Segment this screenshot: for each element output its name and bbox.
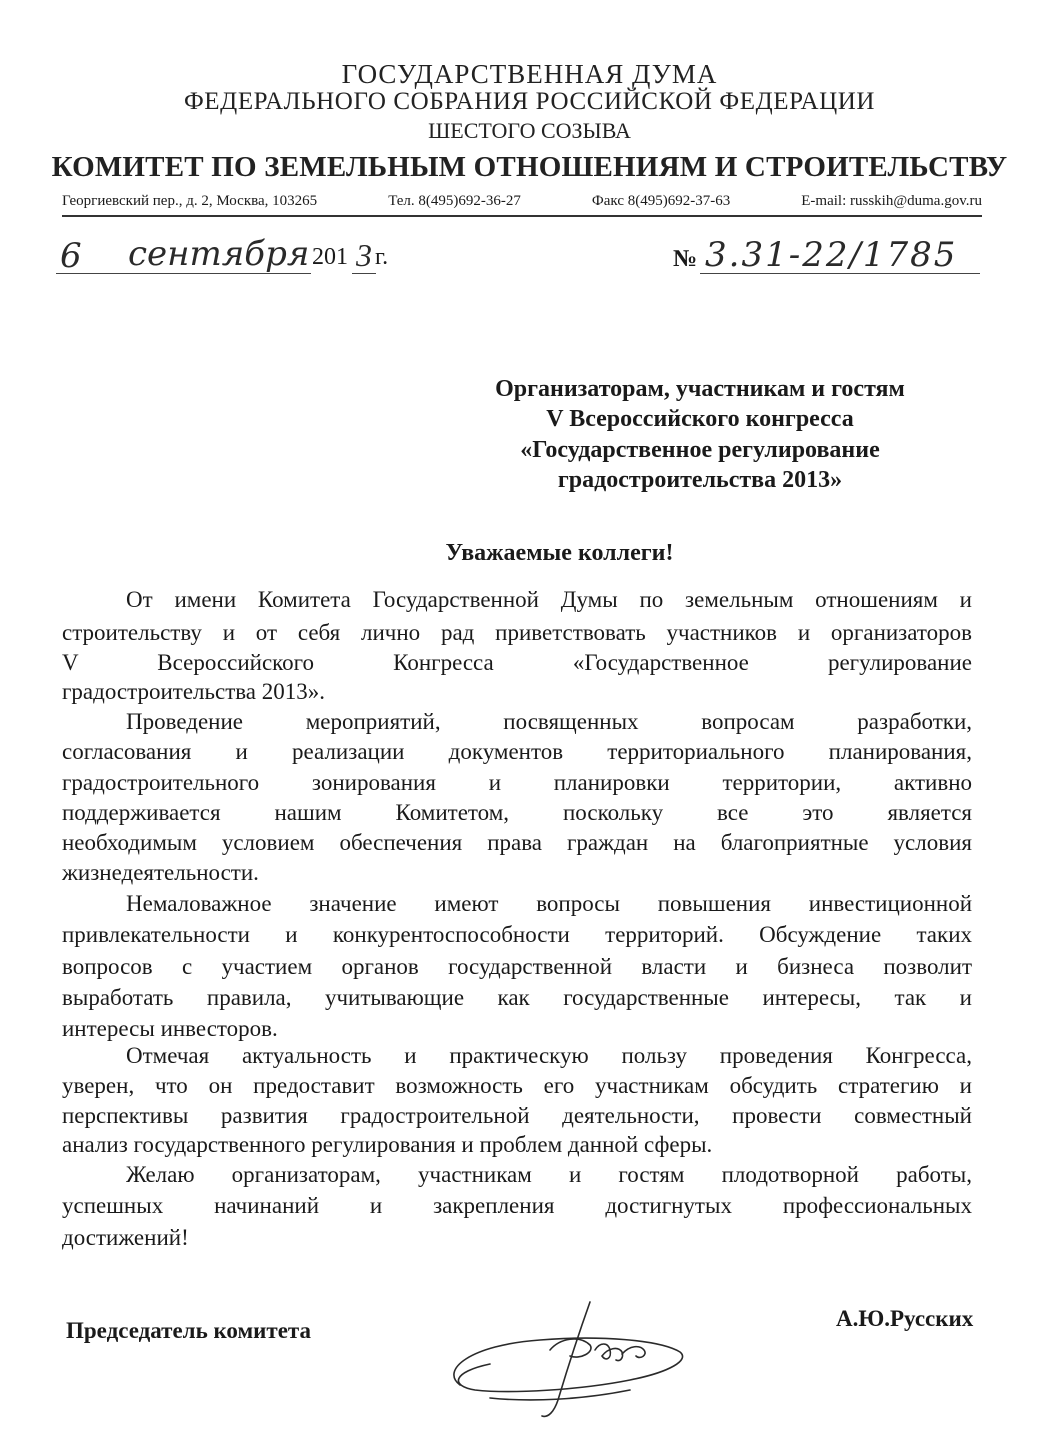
body-line: градостроительного зонирования и планировки территории, активно (62, 770, 972, 795)
body-line: градостроительства 2013». (62, 679, 326, 704)
body-line: Проведение мероприятий, посвященных вопросам разработки, (126, 709, 972, 734)
addressee-line: «Государственное регулирование (520, 437, 880, 463)
number-underline (700, 273, 980, 274)
body-line: Отмечая актуальность и практическую пользу проведения Конгресса, (126, 1043, 972, 1068)
signatory-name: А.Ю.Русских (836, 1306, 974, 1331)
body-line: необходимым условием обеспечения права граждан на благоприятные условия (62, 830, 972, 855)
addressee-line: Организаторам, участникам и гостям (495, 376, 905, 402)
body-line: успешных начинаний и закрепления достигнутых профессиональных (62, 1193, 972, 1218)
body-line: Немаловажное значение имеют вопросы повышения инвестиционной (126, 891, 972, 916)
body-line: выработать правила, учитывающие как государственные интересы, так и (62, 985, 972, 1010)
header-federal-assembly: ФЕДЕРАЛЬНОГО СОБРАНИЯ РОССИЙСКОЙ ФЕДЕРАЦИИ (183, 88, 876, 115)
document-number: 3.31-22/1785 (705, 235, 958, 275)
body-line: V Всероссийского Конгресса «Государственное регулирование (62, 650, 972, 675)
body-line: привлекательности и конкурентоспособности территорий. Обсуждение таких (62, 922, 972, 947)
body-line: От имени Комитета Государственной Думы по земельным отношениям и (126, 587, 972, 612)
body-line: вопросов с участием органов государственной власти и бизнеса позволит (62, 954, 972, 979)
body-line: согласования и реализации документов территориального планирования, (62, 739, 972, 764)
address-text: Георгиевский пер., д. 2, Москва, 103265 (62, 193, 318, 209)
body-line: перспективы развития градостроительной деятельности, провести совместный (62, 1103, 972, 1128)
body-line: анализ государственного регулирования и проблем данной сферы. (62, 1132, 713, 1157)
header-rule (62, 215, 982, 217)
body-line: строительству и от себя лично рад приветствовать участников и организаторов (62, 620, 972, 645)
date-year-prefix: 201 (312, 244, 348, 270)
addressee-line: градостроительства 2013» (557, 467, 843, 493)
body-line: Желаю организаторам, участникам и гостям плодотворной работы, (126, 1162, 972, 1187)
date-year-suffix: 3 (356, 237, 372, 273)
header-convocation: ШЕСТОГО СОЗЫВА (428, 118, 631, 143)
date-month: сентября (128, 234, 310, 274)
phone-text: Тел. 8(495)692-36-27 (388, 193, 521, 209)
body-line: достижений! (62, 1225, 189, 1250)
body-line: интересы инвесторов. (62, 1016, 278, 1041)
salutation: Уважаемые коллеги! (445, 540, 674, 566)
date-underline (56, 273, 311, 274)
number-sign: № (673, 246, 698, 272)
email-text: E-mail: russkih@duma.gov.ru (801, 193, 982, 209)
handwritten-signature-icon (430, 1290, 700, 1430)
date-day: 6 (60, 236, 82, 276)
body-line: жизнедеятельности. (62, 860, 259, 885)
addressee-line: V Всероссийского конгресса (546, 406, 854, 432)
year-underline (352, 273, 376, 274)
fax-text: Факс 8(495)692-37-63 (591, 193, 731, 209)
contact-line (62, 193, 982, 210)
header-committee: КОМИТЕТ ПО ЗЕМЕЛЬНЫМ ОТНОШЕНИЯМ И СТРОИТЕЛЬСТВУ (51, 151, 1008, 183)
date-year-abbrev: г. (375, 244, 389, 270)
body-line: поддерживается нашим Комитетом, поскольку все это является (62, 800, 972, 825)
header-duma: ГОСУДАРСТВЕННАЯ ДУМА (341, 59, 718, 89)
signatory-title: Председатель комитета (66, 1318, 311, 1343)
body-line: уверен, что он предоставит возможность его участникам обсудить стратегию и (62, 1073, 972, 1098)
